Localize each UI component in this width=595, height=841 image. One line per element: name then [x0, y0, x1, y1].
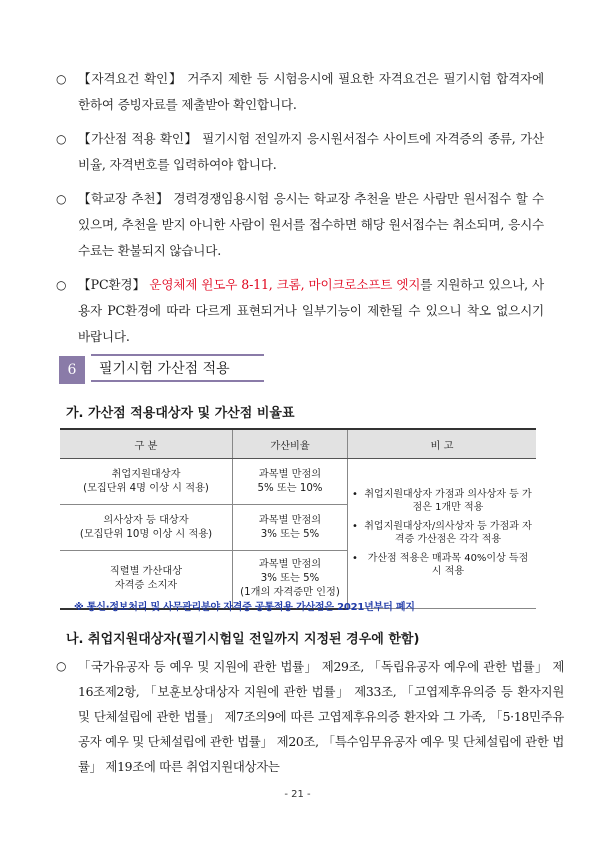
rate-line: 5% 또는 10% [257, 482, 323, 494]
circle-bullet-icon: ○ [56, 72, 67, 86]
category-line: 취업지원대상자 [111, 468, 181, 480]
remark-note [352, 552, 532, 578]
circle-bullet-icon: ○ [56, 192, 67, 206]
rate-cell [233, 505, 348, 551]
bullet-bonus-point-check [56, 126, 544, 178]
table-header-row [60, 429, 536, 459]
bullet-text: 【자격요건 확인】 거주지 제한 등 시험응시에 필요한 자격요건은 필기시험 합격자에 한하여 증빙자료를 제출받아 확인합니다. [78, 71, 544, 112]
section-heading [59, 356, 264, 384]
bullet-pc-environment [56, 272, 544, 350]
rate-line: (1개의 자격증만 인정) [240, 587, 340, 599]
remarks-cell [348, 459, 537, 609]
remark-note [352, 520, 532, 546]
circle-bullet-icon: ○ [56, 278, 67, 292]
dot-bullet-icon: • [352, 552, 358, 564]
remark-note [352, 488, 532, 514]
requirements-bullet-list [56, 66, 544, 358]
table-footnote: ※ 통신·정보처리 및 사무관리분야 자격증 공통적용 가산점은 2021년부터 폐지 [74, 602, 415, 613]
bullet-qualification-check [56, 66, 544, 118]
paragraph-text: 「국가유공자 등 예우 및 지원에 관한 법률」 제29조, 「독립유공자 예우에 관한 법률」 제16조제2항, 「보훈보상대상자 지원에 관한 법률」 제33조, 「고엽제후유의증 등 환자지원 및 단체설립에 관한 법률」 제7조의9에 따른 고엽제후유의증 환자와 그 가족, 「5·18민주유공자 예우 및 단체설립에 관한 법률」 제20조, 「특수임무유공자 예우 및 단체설립에 관한 법률」 제19조에 따른 취업지원대상자는 [78, 659, 564, 774]
section-title: 필기시험 가산점 적용 [91, 356, 264, 382]
section-number: 6 [59, 356, 85, 384]
remark-text: 취업지원대상자/의사상자 등 가점과 자격증 가산점은 각각 적용 [364, 520, 532, 545]
category-line: (모집단위 4명 이상 시 적용) [83, 482, 209, 494]
remark-text: 가산점 적용은 매과목 40%이상 득점 시 적용 [367, 552, 529, 577]
bullet-text: 【가산점 적용 확인】 필기시험 전일까지 응시원서접수 사이트에 자격증의 종류, 가산비율, 자격번호를 입력하여야 합니다. [78, 131, 544, 172]
circle-bullet-icon: ○ [56, 659, 67, 673]
header-category: 구 분 [60, 429, 233, 459]
subsection-heading-b: 나. 취업지원대상자(필기시험일 전일까지 지정된 경우에 한함) [66, 632, 420, 647]
dot-bullet-icon: • [352, 520, 358, 532]
subsection-heading-a: 가. 가산점 적용대상자 및 가산점 비율표 [66, 406, 295, 421]
category-cell [60, 505, 233, 551]
bullet-text: 【학교장 추천】 경력경쟁임용시험 응시는 학교장 추천을 받은 사람만 원서접수 할 수 있으며, 추천을 받지 아니한 사람이 원서를 접수하면 해당 원서접수는 취소되며, 응시수수료는 환불되지 않습니다. [78, 191, 544, 258]
rate-line: 3% 또는 5% [260, 528, 320, 540]
rate-line: 3% 또는 5% [260, 573, 320, 585]
bonus-rate-table [60, 428, 536, 610]
supported-browsers-highlight: 운영체제 윈도우 8-11, 크롬, 마이크로소프트 엣지 [149, 277, 421, 292]
category-line: 직렬별 가산대상 [109, 566, 183, 578]
remark-text: 취업지원대상자 가점과 의사상자 등 가점은 1개만 적용 [364, 488, 532, 513]
rate-line: 과목별 만점의 [258, 468, 322, 480]
category-cell [60, 459, 233, 505]
table-row [60, 459, 536, 505]
pc-suffix: 를 지원하고 있으나, 사용자 PC환경에 따라 다르게 표현되거나 일부기능이 제한될 수 있으니 착오 없으시기 바랍니다. [78, 277, 545, 344]
circle-bullet-icon: ○ [56, 132, 67, 146]
category-line: 의사상자 등 대상자 [103, 514, 189, 526]
pc-prefix: 【PC환경】 [78, 277, 150, 292]
eligibility-paragraph [56, 654, 564, 779]
header-remarks: 비 고 [348, 429, 537, 459]
category-line: 자격증 소지자 [114, 580, 178, 592]
category-line: (모집단위 10명 이상 시 적용) [79, 528, 213, 540]
header-rate: 가산비율 [233, 429, 348, 459]
rate-line: 과목별 만점의 [258, 514, 322, 526]
rate-line: 과목별 만점의 [258, 559, 322, 571]
page-number: - 21 - [284, 789, 311, 800]
dot-bullet-icon: • [352, 488, 358, 500]
bullet-principal-recommendation [56, 186, 544, 264]
rate-cell [233, 459, 348, 505]
